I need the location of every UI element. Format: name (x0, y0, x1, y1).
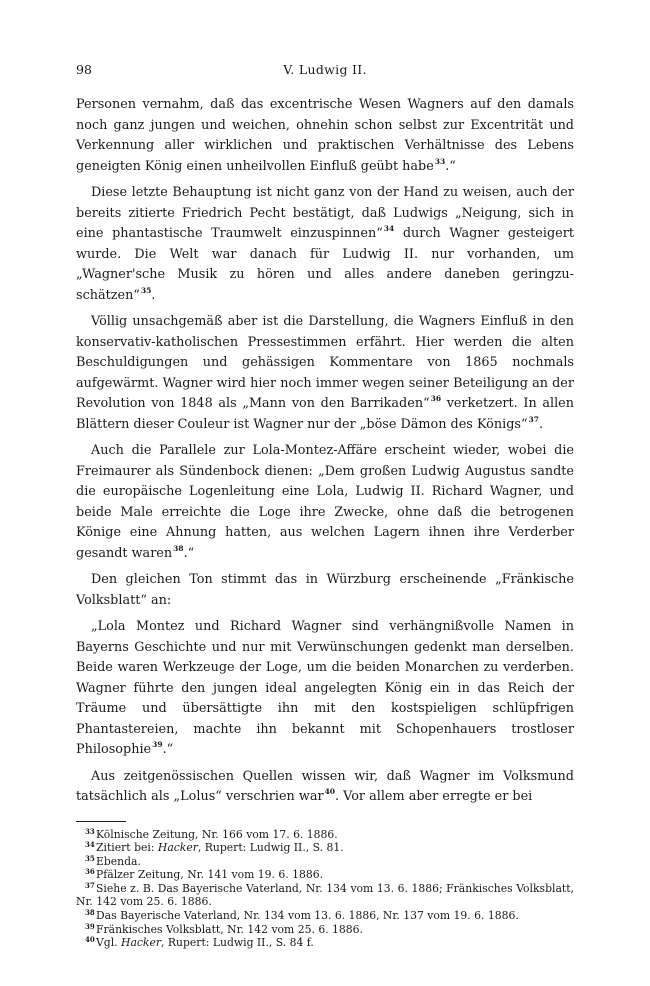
footnote-reference: 34 (383, 224, 395, 233)
text-run: „Lola Montez und Richard Wagner sind verhängnißvolle Namen in Bayerns Geschichte und nur mit Verwünschungen gedenkt man derselben. Beide waren Werkzeuge der Loge, um die beiden Monarchen zu verderben. Wagner führte den jungen ideal angelegten König ein in das Reich der Träume und übersättigte ihn mit den kostspieligen schlüpfrigen Phantastereien, machte ihn bekannt mit Schopenhauers trostloser Philosophie (76, 619, 574, 757)
text-run: Fränkisches Volksblatt, Nr. 142 vom 25. 6. 1886. (96, 922, 363, 936)
footnote-reference: 39 (152, 740, 163, 749)
footnote: 37Siehe z. B. Das Bayerische Vaterland, Nr. 134 vom 13. 6. 1886; Fränkisches Volksblatt, Nr. 142 vom 25. 6. 1886. (76, 880, 574, 909)
page-number: 98 (76, 62, 92, 77)
text-run: Aus zeitgenössischen Quellen wissen wir, daß Wagner im Volksmund tatsächlich als „Lolus“ verschrien war (76, 768, 574, 804)
footnote: 40Vgl. Hacker, Rupert: Ludwig II., S. 84 f. (85, 935, 314, 950)
paragraph (76, 183, 574, 306)
author-name: Hacker (121, 936, 162, 950)
book-page (76, 62, 574, 950)
author-name: Hacker (157, 841, 198, 855)
footnote: 35Ebenda. (85, 853, 141, 868)
text-run: , Rupert: Ludwig II., S. 84 f. (161, 936, 314, 950)
text-run: Völlig unsachgemäß aber ist die Darstellung, die Wagners Einfluß in den konservativ-katholischen Pressestimmen erfährt. Hier werden die alten Beschuldigungen und gehässigen Kommentare von 1865 nochmals aufgewärmt. Wagner wird hier noch immer wegen seiner Beteiligung an der Revolution von 1848 als „Mann von den Barrikaden“ (76, 314, 574, 411)
text-run: Zitiert bei: (96, 841, 158, 855)
footnote-rule (76, 821, 126, 822)
text-run: .“ (445, 158, 456, 174)
footnote-reference: 38 (173, 543, 184, 553)
text-run: Den gleichen Ton stimmt das in Würzburg erscheinende „Fränkische Volksblatt“ an: (76, 572, 574, 608)
paragraph (76, 312, 574, 435)
text-run: verketzert. In allen Blättern dieser Couleur ist Wagner nur der „böse Dämon des Königs“ (76, 396, 574, 432)
footnotes (76, 828, 574, 950)
page-header (76, 62, 574, 84)
body-text (76, 95, 574, 808)
footnote: 34Zitiert bei: Hacker, Rupert: Ludwig II., S. 81. (85, 840, 344, 855)
text-run: Pfälzer Zeitung, Nr. 141 vom 19. 6. 1886. (96, 868, 324, 882)
text-run: Vgl. (96, 936, 122, 950)
text-run: . (151, 287, 156, 303)
paragraph (76, 570, 574, 611)
paragraph (76, 95, 574, 177)
text-run: durch Wagner gesteigert wurde. Die Welt war danach für Ludwig II. nur vorhanden, um „Wagner'sche Musik zu hören und alles andere daneben geringzuschätzen“ (76, 226, 574, 303)
text-run: .“ (162, 742, 174, 757)
text-run: Siehe z. B. Das Bayerische Vaterland, Nr. 134 vom 13. 6. 1886; Fränkisches Volksblatt, Nr. 142 vom 25. 6. 1886. (76, 881, 574, 909)
footnote: 39Fränkisches Volksblatt, Nr. 142 vom 25. 6. 1886. (85, 921, 363, 936)
footnote: 33Kölnische Zeitung, Nr. 166 vom 17. 6. 1886. (85, 826, 338, 841)
text-run: , Rupert: Ludwig II., S. 81. (197, 841, 344, 855)
text-run: Auch die Parallele zur Lola-Montez-Affäre erscheint wieder, wobei die Freimaurer als Sündenbock dienen: „Dem großen Ludwig Augustus sandte die europäische Logenleitung eine Lola, Ludwig II. Richard Wagner, und beide Male erreichte die Loge ihre Zwecke, ohne daß die betrogenen Könige eine Ahnung hatten, aus welchen Lagern ihnen ihre Verderber gesandt waren (76, 443, 574, 561)
footnote-reference: 40 (324, 787, 336, 796)
text-run: Kölnische Zeitung, Nr. 166 vom 17. 6. 1886. (96, 827, 338, 841)
paragraph (76, 441, 574, 564)
footnote-reference: 35 (140, 285, 152, 295)
text-run: . Vor allem aber erregte er bei (335, 789, 533, 804)
footnote-reference: 36 (430, 394, 442, 403)
text-run: Diese letzte Behauptung ist nicht ganz von der Hand zu weisen, auch der bereits zitierte Friedrich Pecht bestätigt, daß Ludwigs „Neigung, sich in eine phantastische Traumwelt einzuspinnen“ (76, 185, 574, 241)
text-run: Ebenda. (96, 854, 141, 868)
text-run: Das Bayerische Vaterland, Nr. 134 vom 13. 6. 1886, Nr. 137 vom 19. 6. 1886. (96, 909, 519, 923)
footnote: 38Das Bayerische Vaterland, Nr. 134 vom 13. 6. 1886, Nr. 137 vom 19. 6. 1886. (85, 908, 519, 923)
text-run: Personen vernahm, daß das excentrische Wesen Wagners auf den damals noch ganz jungen und weichen, ohnehin schon selbst zur Excentrität und Verkennung aller wirklichen und praktischen Verhältnisse des Lebens geneigten König einen unheilvollen Einfluß geübt habe (76, 97, 574, 174)
footnote-reference: 33 (434, 156, 446, 166)
paragraph (76, 767, 574, 808)
running-head: V. Ludwig II. (283, 62, 367, 77)
text-run: . (538, 416, 544, 432)
footnote: 36Pfälzer Zeitung, Nr. 141 vom 19. 6. 1886. (85, 867, 324, 882)
text-run: .“ (183, 545, 195, 561)
block-quote (76, 617, 574, 761)
footnote-reference: 37 (528, 414, 539, 424)
